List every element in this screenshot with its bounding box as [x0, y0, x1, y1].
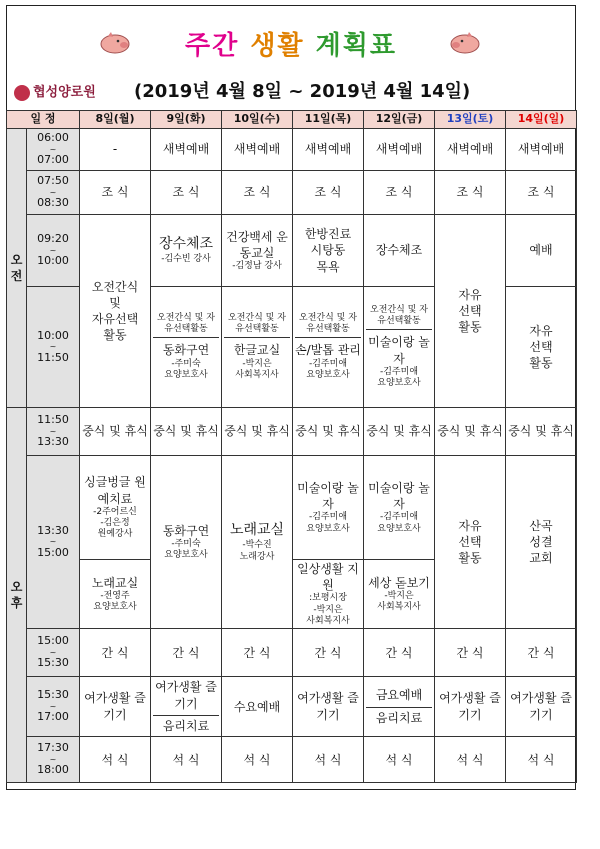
schedule-cell: 자유 선택 활동 [435, 215, 506, 408]
schedule-cell: 중식 및 휴식 [293, 408, 364, 456]
schedule-cell: 수요예배 [222, 677, 293, 737]
schedule-cell: 조 식 [222, 171, 293, 215]
schedule-cell: 간 식 [151, 629, 222, 677]
schedule-cell: 금요예배 음리치료 [364, 677, 435, 737]
schedule-cell: 여가생활 즐기기 [506, 677, 577, 737]
schedule-cell: 새벽예배 [506, 129, 577, 171]
schedule-cell: 새벽예배 [222, 129, 293, 171]
schedule-cell: 장수체조 -김수빈 강사 [151, 215, 222, 287]
schedule-cell: 간 식 [435, 629, 506, 677]
logo-icon [14, 85, 30, 101]
schedule-cell: - [80, 129, 151, 171]
header [6, 5, 576, 108]
schedule-cell: 장수체조 [364, 215, 435, 287]
schedule-table [6, 110, 577, 783]
time-slot: 13:30 ~ 15:00 [27, 456, 80, 629]
schedule-cell: 석 식 [222, 737, 293, 783]
schedule-cell: 예배 [506, 215, 577, 287]
schedule-cell: 새벽예배 [364, 129, 435, 171]
schedule-cell: 중식 및 휴식 [506, 408, 577, 456]
schedule-cell: 조 식 [80, 171, 151, 215]
schedule-cell: 자유 선택 활동 [506, 287, 577, 408]
schedule-cell: 오전간식 및 자유선택 활동 [80, 215, 151, 408]
schedule-cell: 중식 및 휴식 [80, 408, 151, 456]
schedule-cell: 건강백세 운동교실 -김정남 강사 [222, 215, 293, 287]
schedule-cell: 조 식 [435, 171, 506, 215]
schedule-cell: 석 식 [151, 737, 222, 783]
schedule-cell: 중식 및 휴식 [222, 408, 293, 456]
schedule-cell: 새벽예배 [151, 129, 222, 171]
column-header-day-sat: 13일(토) [435, 111, 506, 129]
column-header-day: 9일(화) [151, 111, 222, 129]
schedule-cell: 석 식 [435, 737, 506, 783]
column-header-day: 10일(수) [222, 111, 293, 129]
time-slot: 10:00 ~ 11:50 [27, 287, 80, 408]
column-header-day: 12일(금) [364, 111, 435, 129]
schedule-cell: 간 식 [506, 629, 577, 677]
org-logo: 협성양로원 [14, 81, 96, 101]
schedule-cell: 동화구연 -주미숙 요양보호사 [151, 456, 222, 629]
schedule-cell: 일상생활 지원 :보평시장 -박지은 사회복지사 [293, 560, 364, 629]
schedule-cell: 미술이랑 놀자 -김주미애 요양보호사 [364, 456, 435, 560]
schedule-cell: 중식 및 휴식 [151, 408, 222, 456]
schedule-cell: 오전간식 및 자유선택활동 동화구연 -주미숙 요양보호사 [151, 287, 222, 408]
schedule-cell: 조 식 [293, 171, 364, 215]
column-header-day: 8일(월) [80, 111, 151, 129]
time-slot: 06:00 ~ 07:00 [27, 129, 80, 171]
time-slot: 15:00 ~ 15:30 [27, 629, 80, 677]
schedule-cell: 조 식 [364, 171, 435, 215]
schedule-cell: 미술이랑 놀자 -김주미애 요양보호사 [293, 456, 364, 560]
schedule-cell: 중식 및 휴식 [435, 408, 506, 456]
schedule-cell: 자유 선택 활동 [435, 456, 506, 629]
schedule-cell: 오전간식 및 자유선택활동 미술이랑 놀자 -김주미애 요양보호사 [364, 287, 435, 408]
schedule-cell: 한방진료 시탕동 목욕 [293, 215, 364, 287]
pig-icon [448, 31, 482, 55]
schedule-cell: 간 식 [364, 629, 435, 677]
column-header-day: 11일(목) [293, 111, 364, 129]
schedule-cell: 새벽예배 [435, 129, 506, 171]
schedule-cell: 조 식 [506, 171, 577, 215]
schedule-period: (2019년 4월 8일 ~ 2019년 4월 14일) [134, 81, 471, 102]
schedule-cell: 노래교실 -전영주 요양보호사 [80, 560, 151, 629]
schedule-cell: 싱글벙글 원예치료 -2주어르신 -김은정 원예강사 [80, 456, 151, 560]
page-title: 주간 생활 계획표 [185, 31, 397, 61]
schedule-cell: 오전간식 및 자유선택활동 한글교실 -박지은 사회복지사 [222, 287, 293, 408]
schedule-cell: 여가생활 즐기기 [80, 677, 151, 737]
schedule-cell: 여가생활 즐기기 음리치료 [151, 677, 222, 737]
schedule-cell: 여가생활 즐기기 [435, 677, 506, 737]
schedule-cell: 석 식 [293, 737, 364, 783]
time-slot: 11:50 ~ 13:30 [27, 408, 80, 456]
period-am: 오 전 [7, 129, 27, 408]
schedule-cell: 조 식 [151, 171, 222, 215]
schedule-cell: 여가생활 즐기기 [293, 677, 364, 737]
time-slot: 15:30 ~ 17:00 [27, 677, 80, 737]
schedule-cell: 간 식 [222, 629, 293, 677]
schedule-cell: 세상 돋보기 -박지은 사회복지사 [364, 560, 435, 629]
schedule-cell: 새벽예배 [293, 129, 364, 171]
period-pm: 오 후 [7, 408, 27, 783]
schedule-cell: 오전간식 및 자유선택활동 손/발톱 관리 -김주미애 요양보호사 [293, 287, 364, 408]
column-header-schedule: 일 정 [7, 111, 80, 129]
schedule-cell: 노래교실 -박수진 노래강사 [222, 456, 293, 629]
schedule-cell: 간 식 [80, 629, 151, 677]
schedule-cell: 간 식 [293, 629, 364, 677]
schedule-cell: 석 식 [506, 737, 577, 783]
schedule-cell: 산곡 성결 교회 [506, 456, 577, 629]
time-slot: 07:50 ~ 08:30 [27, 171, 80, 215]
time-slot: 17:30 ~ 18:00 [27, 737, 80, 783]
schedule-cell: 석 식 [364, 737, 435, 783]
schedule-cell: 석 식 [80, 737, 151, 783]
schedule-cell: 중식 및 휴식 [364, 408, 435, 456]
column-header-day-sun: 14일(일) [506, 111, 577, 129]
time-slot: 09:20 ~ 10:00 [27, 215, 80, 287]
